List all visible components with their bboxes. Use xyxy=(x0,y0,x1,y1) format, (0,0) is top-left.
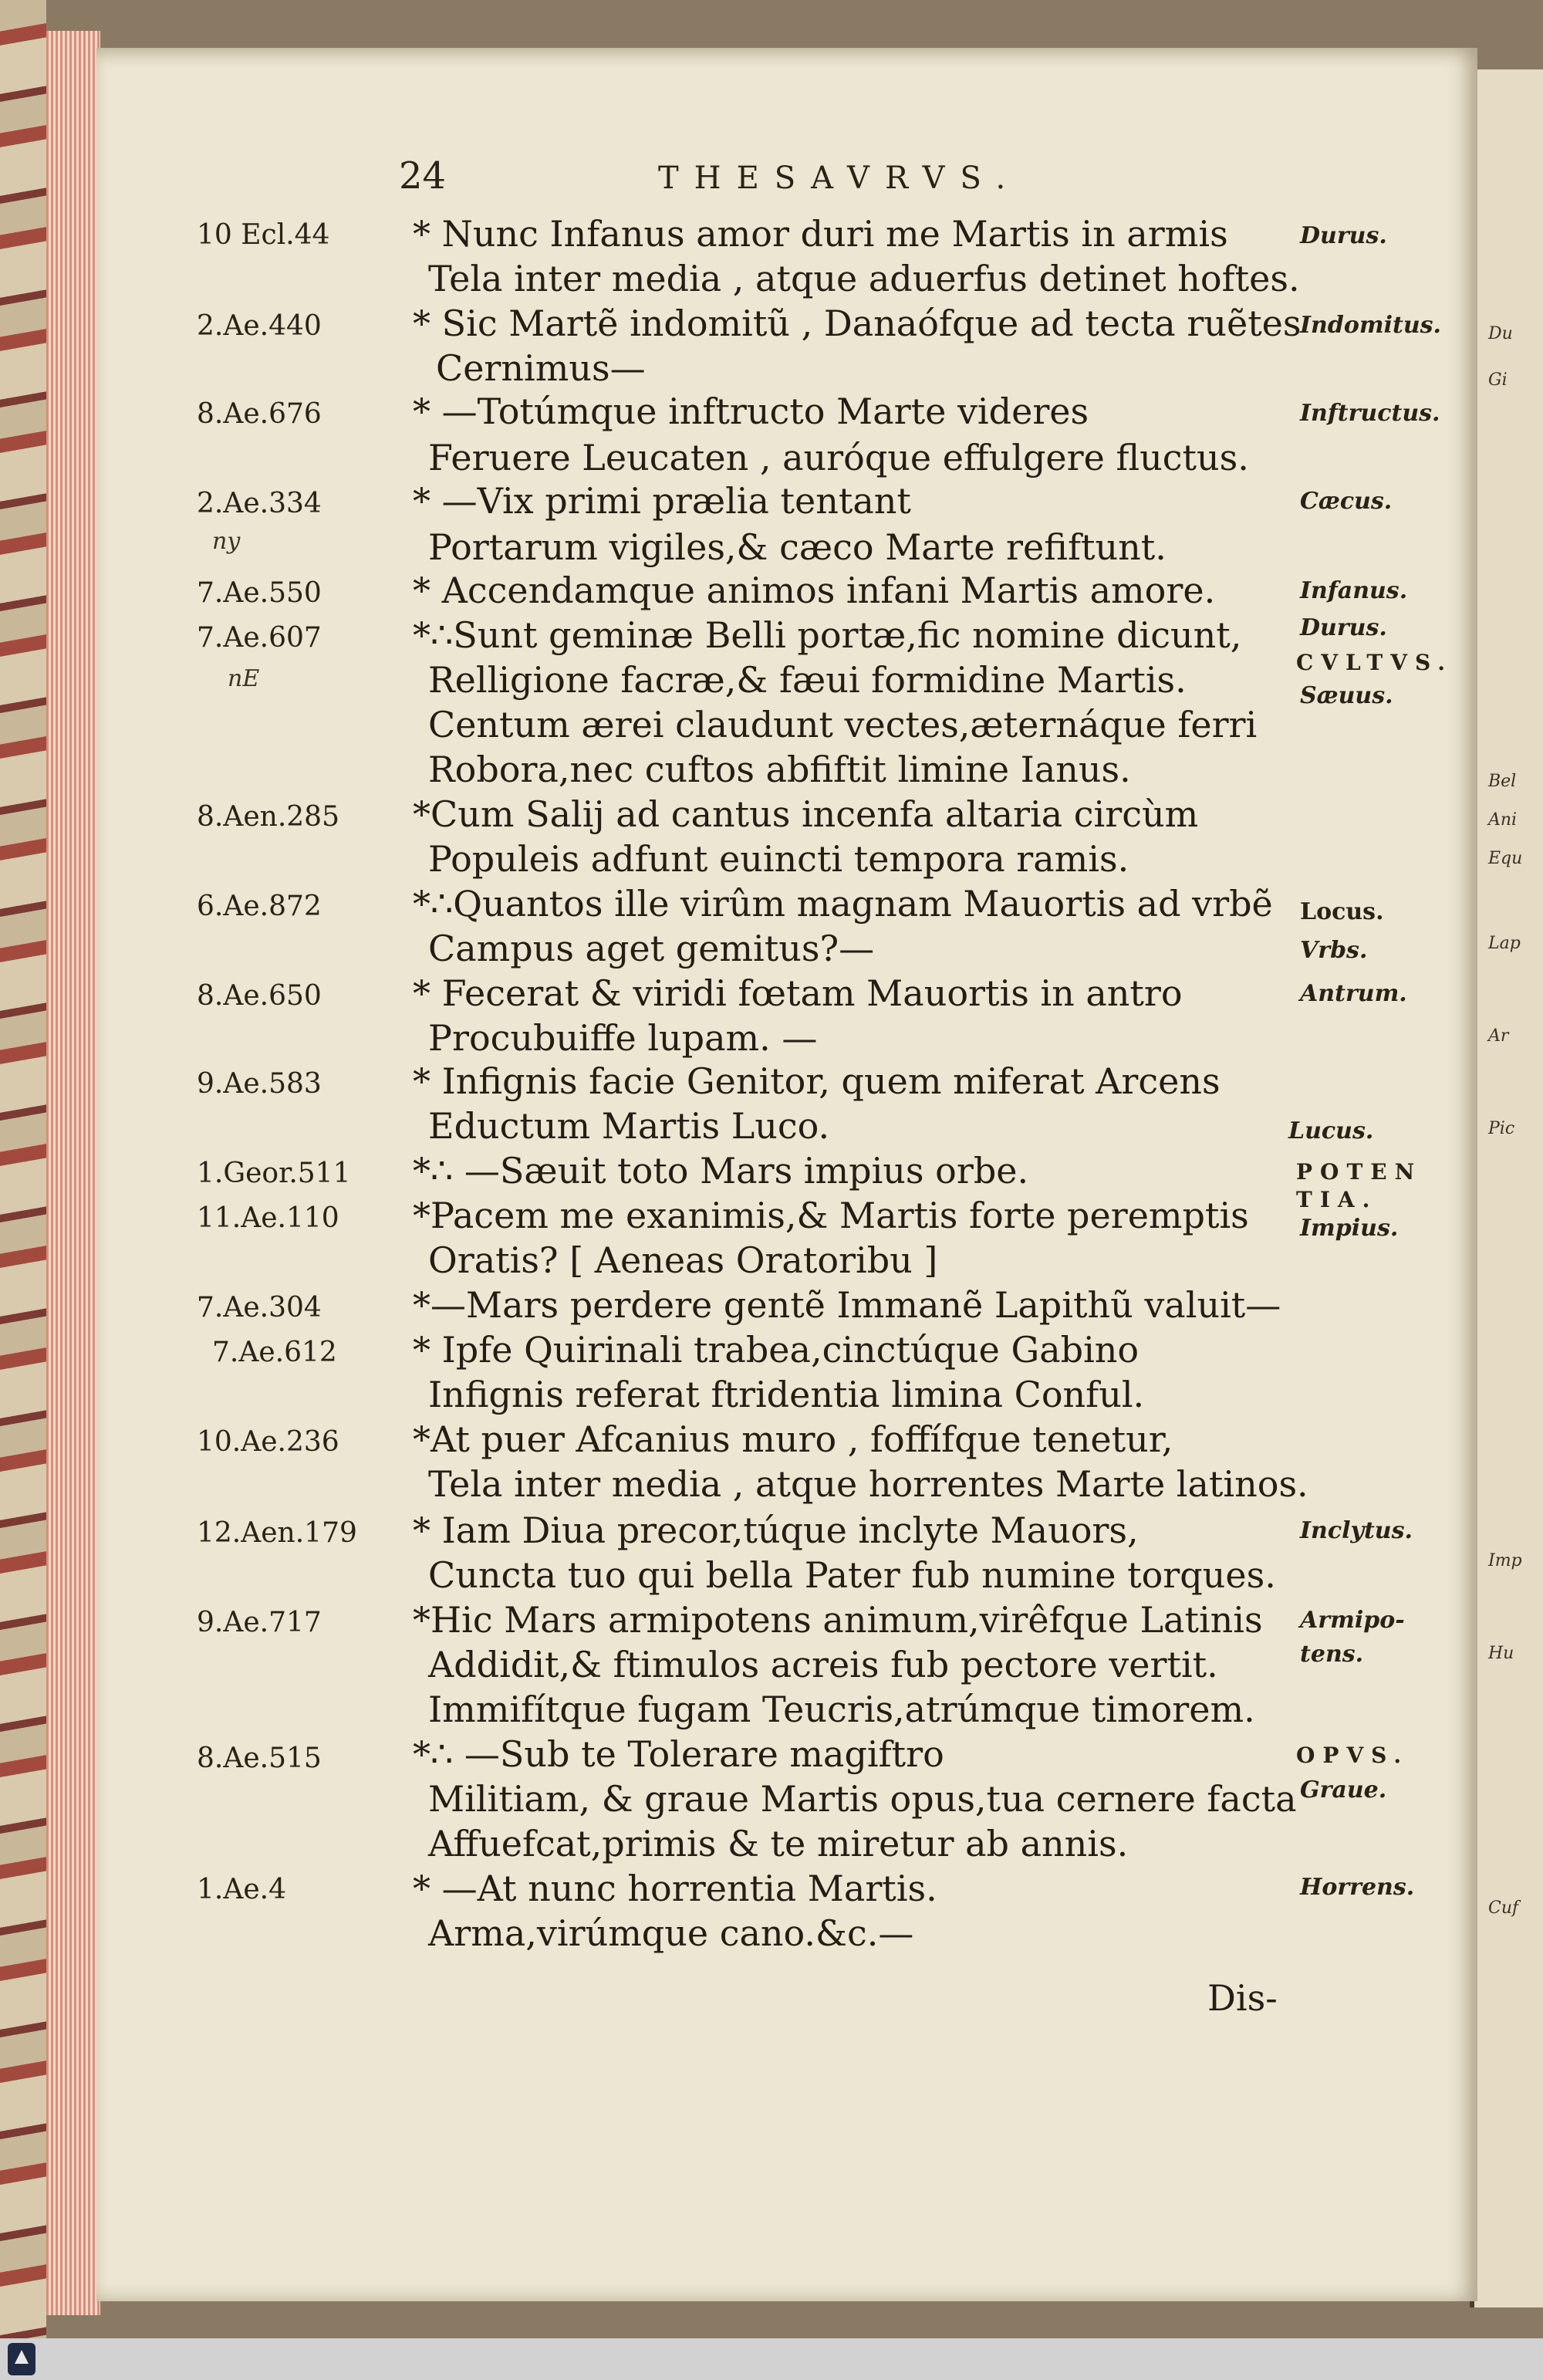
adjacent-fragment: Hu xyxy=(1488,1644,1514,1663)
verse-reference: 7.Ae.550 xyxy=(197,577,322,609)
verse-line: *∴Sunt geminæ Belli portæ,fic nomine dicunt, xyxy=(413,614,1242,656)
page-number: 24 xyxy=(399,154,447,198)
verse-line: *∴Quantos ille virûm magnam Mauortis ad vrbẽ xyxy=(413,883,1273,925)
verse-reference: 11.Ae.110 xyxy=(197,1202,339,1234)
catchword: Dis- xyxy=(1207,1977,1278,2019)
verse-line: Affuefcat,primis & te miretur ab annis. xyxy=(428,1823,1129,1864)
verse-line: Procubuiffe lupam. — xyxy=(428,1017,818,1059)
verse-line: Eductum Martis Luco. xyxy=(428,1105,830,1147)
handwritten-note: nE xyxy=(228,665,260,692)
running-title: THESAVRVS. xyxy=(658,161,1021,196)
adjacent-fragment: Du xyxy=(1488,324,1513,343)
verse-reference: 8.Aen.285 xyxy=(197,801,339,833)
handwritten-note: ny xyxy=(212,528,241,555)
verse-reference: 2.Ae.440 xyxy=(197,310,322,342)
verse-reference: 8.Ae.650 xyxy=(197,980,322,1012)
verse-reference: 8.Ae.676 xyxy=(197,398,322,430)
verse-line: Addidit,& ftimulos acreis fub pectore vertit. xyxy=(428,1644,1218,1685)
verse-line: Cuncta tuo qui bella Pater fub numine torques. xyxy=(428,1554,1276,1596)
margin-keyword: Horrens. xyxy=(1300,1874,1415,1901)
scan-footer-bar xyxy=(0,2338,1543,2380)
verse-line: Militiam, & graue Martis opus,tua cernere facta xyxy=(428,1778,1297,1820)
verse-line: Immifítque fugam Teucris,atrúmque timorem. xyxy=(428,1689,1255,1730)
verse-reference: 10.Ae.236 xyxy=(197,1426,339,1458)
adjacent-fragment: Ani xyxy=(1488,810,1518,830)
margin-keyword: Graue. xyxy=(1300,1777,1387,1804)
verse-line: *—Mars perdere gentẽ Immanẽ Lapithũ valuit— xyxy=(413,1284,1281,1326)
verse-line: Populeis adfunt euincti tempora ramis. xyxy=(428,838,1129,880)
verse-line: Centum ærei claudunt vectes,æternáque ferri xyxy=(428,704,1258,745)
verse-line: Campus aget gemitus?— xyxy=(428,928,875,969)
margin-keyword: Impius. xyxy=(1300,1215,1399,1242)
adjacent-fragment: Imp xyxy=(1488,1551,1522,1570)
verse-line: Tela inter media , atque aduerfus detinet hoftes. xyxy=(428,258,1300,299)
adjacent-fragment: Ar xyxy=(1488,1026,1509,1046)
verse-line: *Pacem me exanimis,& Martis forte peremptis xyxy=(413,1195,1249,1236)
library-logo-icon xyxy=(8,2343,35,2375)
verse-reference: 8.Ae.515 xyxy=(197,1743,322,1774)
margin-keyword: Cæcus. xyxy=(1300,488,1393,515)
verse-reference: 12.Aen.179 xyxy=(197,1517,357,1549)
margin-keyword: Armipo- xyxy=(1300,1607,1405,1634)
verse-line: *∴ —Sæuit toto Mars impius orbe. xyxy=(413,1150,1029,1192)
verse-line: * Accendamque animos infani Martis amore. xyxy=(413,570,1216,611)
verse-line: * Sic Martẽ indomitũ , Danaófque ad tecta ruẽtes xyxy=(413,303,1302,344)
margin-keyword: Durus. xyxy=(1300,222,1387,249)
verse-reference: 7.Ae.304 xyxy=(197,1292,322,1324)
margin-keyword: TIA. xyxy=(1296,1187,1378,1212)
verse-line: Portarum vigiles,& cæco Marte refiftunt. xyxy=(428,526,1167,568)
verse-reference: 7.Ae.607 xyxy=(197,622,322,654)
margin-keyword: Indomitus. xyxy=(1300,312,1441,339)
margin-keyword: Locus. xyxy=(1300,898,1384,925)
marbled-cover xyxy=(0,0,46,2338)
verse-line: *Cum Salij ad cantus incenfa altaria circùm xyxy=(413,793,1199,835)
verse-reference: 2.Ae.334 xyxy=(197,488,322,519)
verse-line: *∴ —Sub te Tolerare magiftro xyxy=(413,1733,944,1775)
verse-reference: 10 Ecl.44 xyxy=(197,219,330,251)
verse-line: Oratis? [ Aeneas Oratoribu ] xyxy=(428,1239,938,1281)
verse-reference: 7.Ae.612 xyxy=(212,1337,337,1368)
verse-reference: 9.Ae.583 xyxy=(197,1068,322,1100)
verse-line: Arma,virúmque cano.&c.— xyxy=(428,1912,914,1954)
verse-line: Infignis referat ftridentia limina Conful. xyxy=(428,1374,1145,1415)
margin-keyword: tens. xyxy=(1300,1641,1364,1668)
verse-reference: 6.Ae.872 xyxy=(197,891,322,922)
margin-keyword: Antrum. xyxy=(1300,980,1407,1007)
adjacent-fragment: Cuf xyxy=(1488,1898,1519,1918)
adjacent-fragment: Equ xyxy=(1488,849,1523,868)
verse-line: * —Vix primi prælia tentant xyxy=(413,480,911,522)
margin-keyword: Inftructus. xyxy=(1300,400,1440,427)
verse-reference: 1.Ae.4 xyxy=(197,1874,286,1905)
adjacent-fragment: Lap xyxy=(1488,934,1521,953)
verse-line: * Infignis facie Genitor, quem miferat Arcens xyxy=(413,1060,1221,1102)
verse-line: Feruere Leucaten , auróque effulgere fluctus. xyxy=(428,437,1249,478)
adjacent-page xyxy=(1470,69,1543,2307)
margin-keyword: Vrbs. xyxy=(1300,937,1368,964)
page-edges xyxy=(46,31,100,2315)
verse-line: *At puer Afcanius muro , foffífque tenetur, xyxy=(413,1418,1173,1460)
verse-line: * Fecerat & viridi fœtam Mauortis in antro xyxy=(413,972,1183,1014)
verse-line: * —At nunc horrentia Martis. xyxy=(413,1868,937,1909)
margin-keyword: CVLTVS. xyxy=(1296,650,1453,675)
adjacent-fragment: Pic xyxy=(1488,1119,1515,1138)
verse-reference: 9.Ae.717 xyxy=(197,1607,322,1638)
verse-line: Robora,nec cuftos abfiftit limine Ianus. xyxy=(428,749,1131,790)
verse-line: * Iam Diua precor,túque inclyte Mauors, xyxy=(413,1509,1139,1551)
verse-line: * —Totúmque inftructo Marte videres xyxy=(413,390,1089,432)
verse-line: Cernimus— xyxy=(436,347,646,389)
adjacent-fragment: Gi xyxy=(1488,370,1508,390)
verse-reference: 1.Geor.511 xyxy=(197,1158,351,1189)
verse-line: Tela inter media , atque horrentes Marte latinos. xyxy=(428,1463,1308,1505)
verse-line: * Nunc Infanus amor duri me Martis in armis xyxy=(413,213,1228,255)
margin-keyword: Durus. xyxy=(1300,614,1387,641)
margin-keyword: POTEN xyxy=(1296,1159,1423,1185)
margin-keyword: Infanus. xyxy=(1300,577,1408,604)
verse-line: *Hic Mars armipotens animum,virêfque Latinis xyxy=(413,1599,1263,1641)
verse-line: * Ipfe Quirinali trabea,cinctúque Gabino xyxy=(413,1329,1140,1371)
adjacent-fragment: Bel xyxy=(1488,772,1517,791)
margin-keyword: Lucus. xyxy=(1288,1117,1374,1144)
margin-keyword: Inclytus. xyxy=(1300,1517,1413,1544)
margin-keyword: OPVS. xyxy=(1296,1743,1410,1768)
verse-line: Relligione facræ,& fæui formidine Martis. xyxy=(428,659,1187,701)
margin-keyword: Sæuus. xyxy=(1300,682,1393,709)
book-page xyxy=(96,48,1477,2301)
